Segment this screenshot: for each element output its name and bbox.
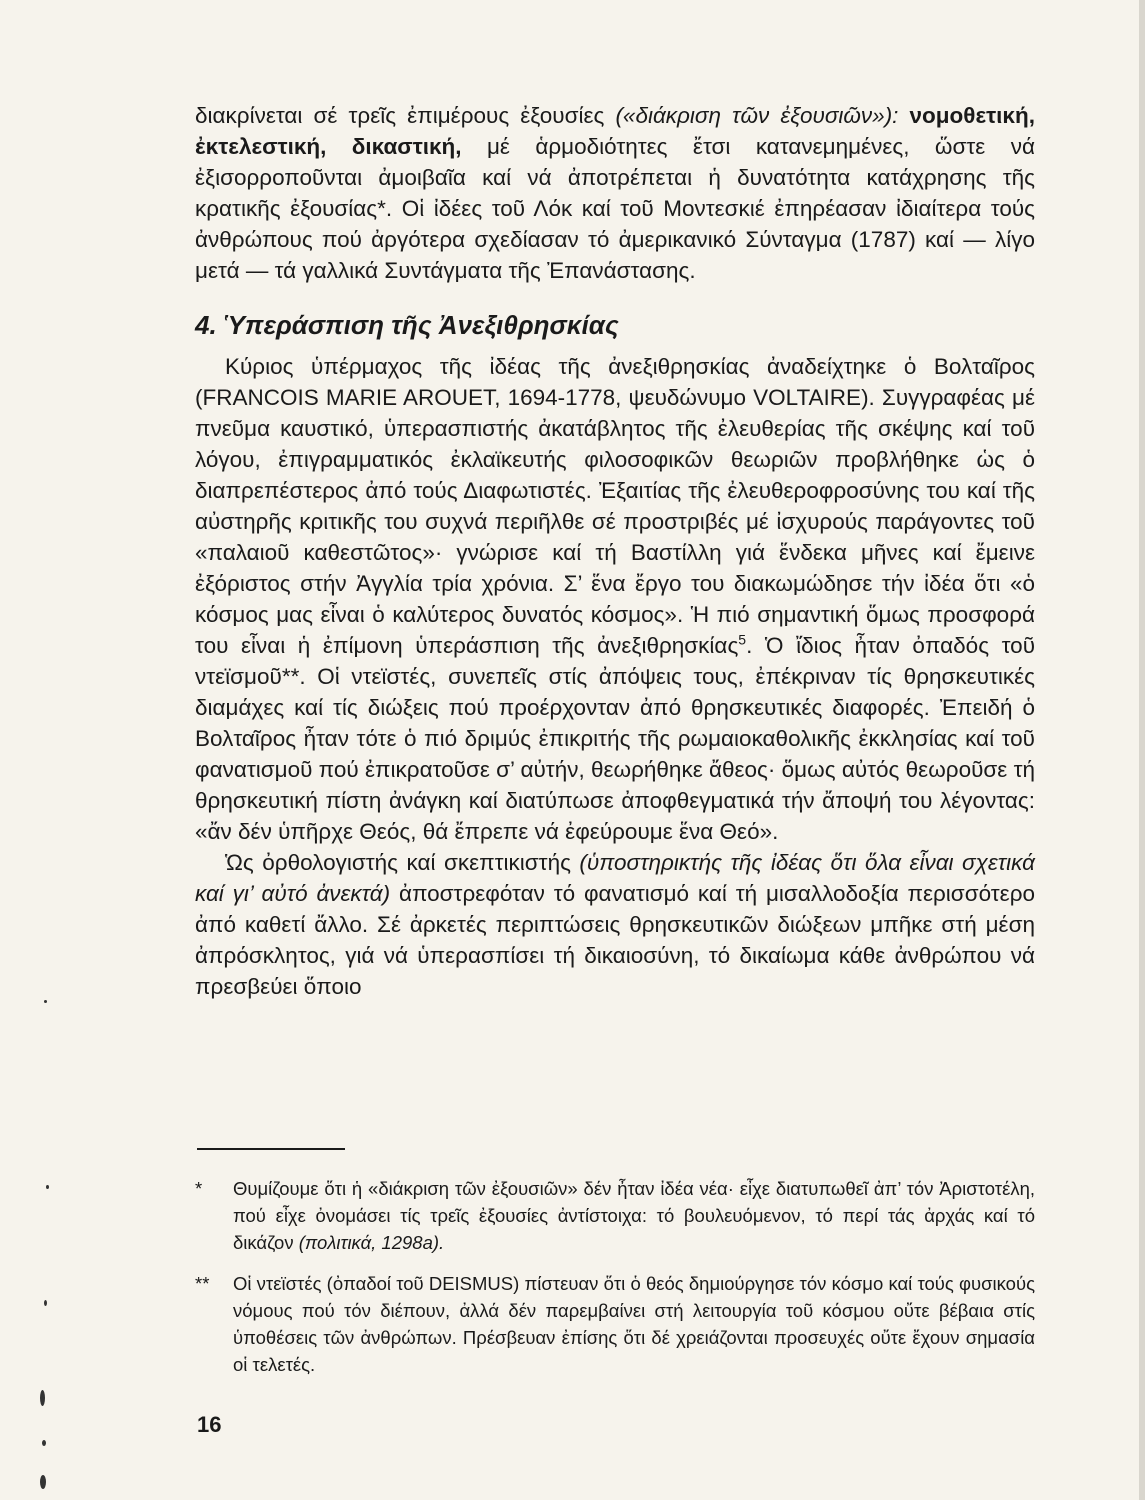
para1-bold: νομοθετική, ἐκτελεστική, δικαστική, (195, 103, 1035, 159)
footnote-divider (197, 1148, 345, 1150)
footnotes (195, 1175, 1035, 1378)
footnote-ref-5: 5 (738, 631, 747, 648)
para1-text-rest: μέ ἁρμοδιότητες ἔτσι κατανεμημένες, ὥστε νά ἐξισορροποῦνται ἀμοιβαῖα καί νά ἀποτρέπεται ἡ δυνατότητα κατάχρησης τῆς κρατικῆς ἐξουσίας*. Οἱ ἰδέες τοῦ Λόκ καί τοῦ Μοντεσκιέ ἐπηρέασαν ἰδιαίτερα τούς ἀνθρώπους πού ἀργότερα σχεδίασαν τό ἀμερικανικό Σύνταγμα (1787) καί — λίγο μετά — τά γαλλικά Συντάγματα τῆς Ἐπανάστασης. (195, 134, 1035, 283)
footnote-mark: * (195, 1178, 203, 1199)
main-text (195, 100, 1035, 1002)
scan-speck (42, 1440, 46, 1446)
para1-text: διακρίνεται σέ τρεῖς ἐπιμέρους ἐξουσίες (195, 103, 616, 128)
footnote-2: ** Οἱ ντεϊστές (ὀπαδοί τοῦ DEISMUS) πίστευαν ὅτι ὁ θεός δημιούργησε τόν κόσμο καί τούς φυσικούς νόμους πού τόν διέπουν, ἀλλά δέν παρεμβαίνει στή λειτουργία τοῦ κόσμου οὔτε βέβαια στίς ὑποθέσεις τῶν ἀνθρώπων. Πρέσβευαν ἐπίσης ὅτι δέ χρειάζονται προσευχές οὔτε ἔχουν σημασία οἱ τελετές. (195, 1270, 1035, 1378)
scan-speck (46, 1185, 49, 1189)
scan-speck (44, 1000, 47, 1003)
page-edge (1139, 0, 1145, 1500)
paragraph-2: Κύριος ὑπέρμαχος τῆς ἰδέας τῆς ἀνεξιθρησκίας ἀναδείχτηκε ὁ Βολταῖρος (FRANCOIS MARIE AROUET, 1694-1778, ψευδώνυμο VOLTAIRE). Συγγραφέας μέ πνεῦμα καυστικό, ὑπερασπιστής ἀκατάβλητος τῆς ἐλευθερίας τῆς σκέψης καί τοῦ λόγου, ἐπιγραμματικός ἐκλαϊκευτής φιλοσοφικῶν θεωριῶν προβλήθηκε ὡς ὁ διαπρεπέστερος ἀπό τούς Διαφωτιστές. Ἐξαιτίας τῆς ἐλευθεροφροσύνης του καί τῆς αὐστηρῆς κριτικῆς του συχνά περιῆλθε σέ προστριβές μέ ἰσχυρούς παράγοντες τοῦ «παλαιοῦ καθεστῶτος»· γνώρισε καί τή Βαστίλλη γιά ἕνδεκα μῆνες καί ἔμεινε ἐξόριστος στήν Ἀγγλία τρία χρόνια. Σ’ ἕνα ἔργο του διακωμώδησε τήν ἰδέα ὅτι «ὁ κόσμος μας εἶναι ὁ καλύτερος δυνατός κόσμος». Ἡ πιό σημαντική ὅμως προσφορά του εἶναι ἡ ἐπίμονη ὑπεράσπιση τῆς ἀνεξιθρησκίας$^5$. Ὁ ἴδιος ἦταν ὀπαδός τοῦ ντεϊσμοῦ**. Οἱ ντεϊστές, συνεπεῖς στίς ἀπόψεις τους, ἐπέκριναν τίς θρησκευτικές διαμάχες καί τίς διώξεις πού προέρχονταν ἀπό θρησκευτικές διαφορές. Ἐπειδή ὁ Βολταῖρος ἦταν τότε ὁ πιό δριμύς ἐπικριτής τῆς ρωμαιοκαθολικῆς ἐκκλησίας καί τοῦ φανατισμοῦ πού ἐπικρατοῦσε σ’ αὐτήν, θεωρήθηκε ἄθεος· ὅμως αὐτός θεωροῦσε τή θρησκευτική πίστη ἀνάγκη καί διατύπωσε ἀποφθεγματικά τήν ἄποψή του λέγοντας: «ἄν δέν ὑπῆρχε Θεός, θά ἔπρεπε νά ἐφεύρουμε ἕνα Θεό». (195, 354, 1035, 844)
scan-speck (44, 1300, 47, 1306)
footnote-1: * Θυμίζουμε ὅτι ἡ «διάκριση τῶν ἐξουσιῶν» δέν ἦταν ἰδέα νέα· εἶχε διατυπωθεῖ ἀπ’ τόν Ἀριστοτέλη, πού εἶχε ὀνομάσει τίς τρεῖς ἐξουσίες ἀντίστοιχα: τό βουλευόμενον, τό περί τάς ἀρχάς καί τό δικάζον (πολιτικά, 1298a). (195, 1175, 1035, 1256)
section-heading: 4. Ὑπεράσπιση τῆς Ἀνεξιθρησκίας (195, 310, 619, 340)
scan-speck (40, 1390, 45, 1406)
paragraph-1 (195, 100, 1035, 286)
paragraph-3: Ὡς ὀρθολογιστής καί σκεπτικιστής (ὑποστηρικτής τῆς ἰδέας ὅτι ὅλα εἶναι σχετικά καί γι’ αὐτό ἀνεκτά) ἀποστρεφόταν τό φανατισμό καί τή μισαλλοδοξία περισσότερο ἀπό καθετί ἄλλο. Σέ ἀρκετές περιπτώσεις θρησκευτικῶν διώξεων μπῆκε στή μέση ἀπρόσκλητος, γιά νά ὑπερασπίσει τή δικαιοσύνη, τό δικαίωμα κάθε ἀνθρώπου νά πρεσβεύει ὅποιο (195, 850, 1036, 999)
page-number: 16 (197, 1412, 222, 1437)
scan-speck (40, 1475, 46, 1489)
footnote-mark: ** (195, 1273, 210, 1294)
para1-italic: («διάκριση τῶν ἐξουσιῶν»): (615, 103, 899, 128)
para3-italic: (ὑποστηρικτής τῆς ἰδέας ὅτι ὅλα εἶναι σχετικά καί γι’ αὐτό ἀνεκτά) (195, 850, 1035, 906)
